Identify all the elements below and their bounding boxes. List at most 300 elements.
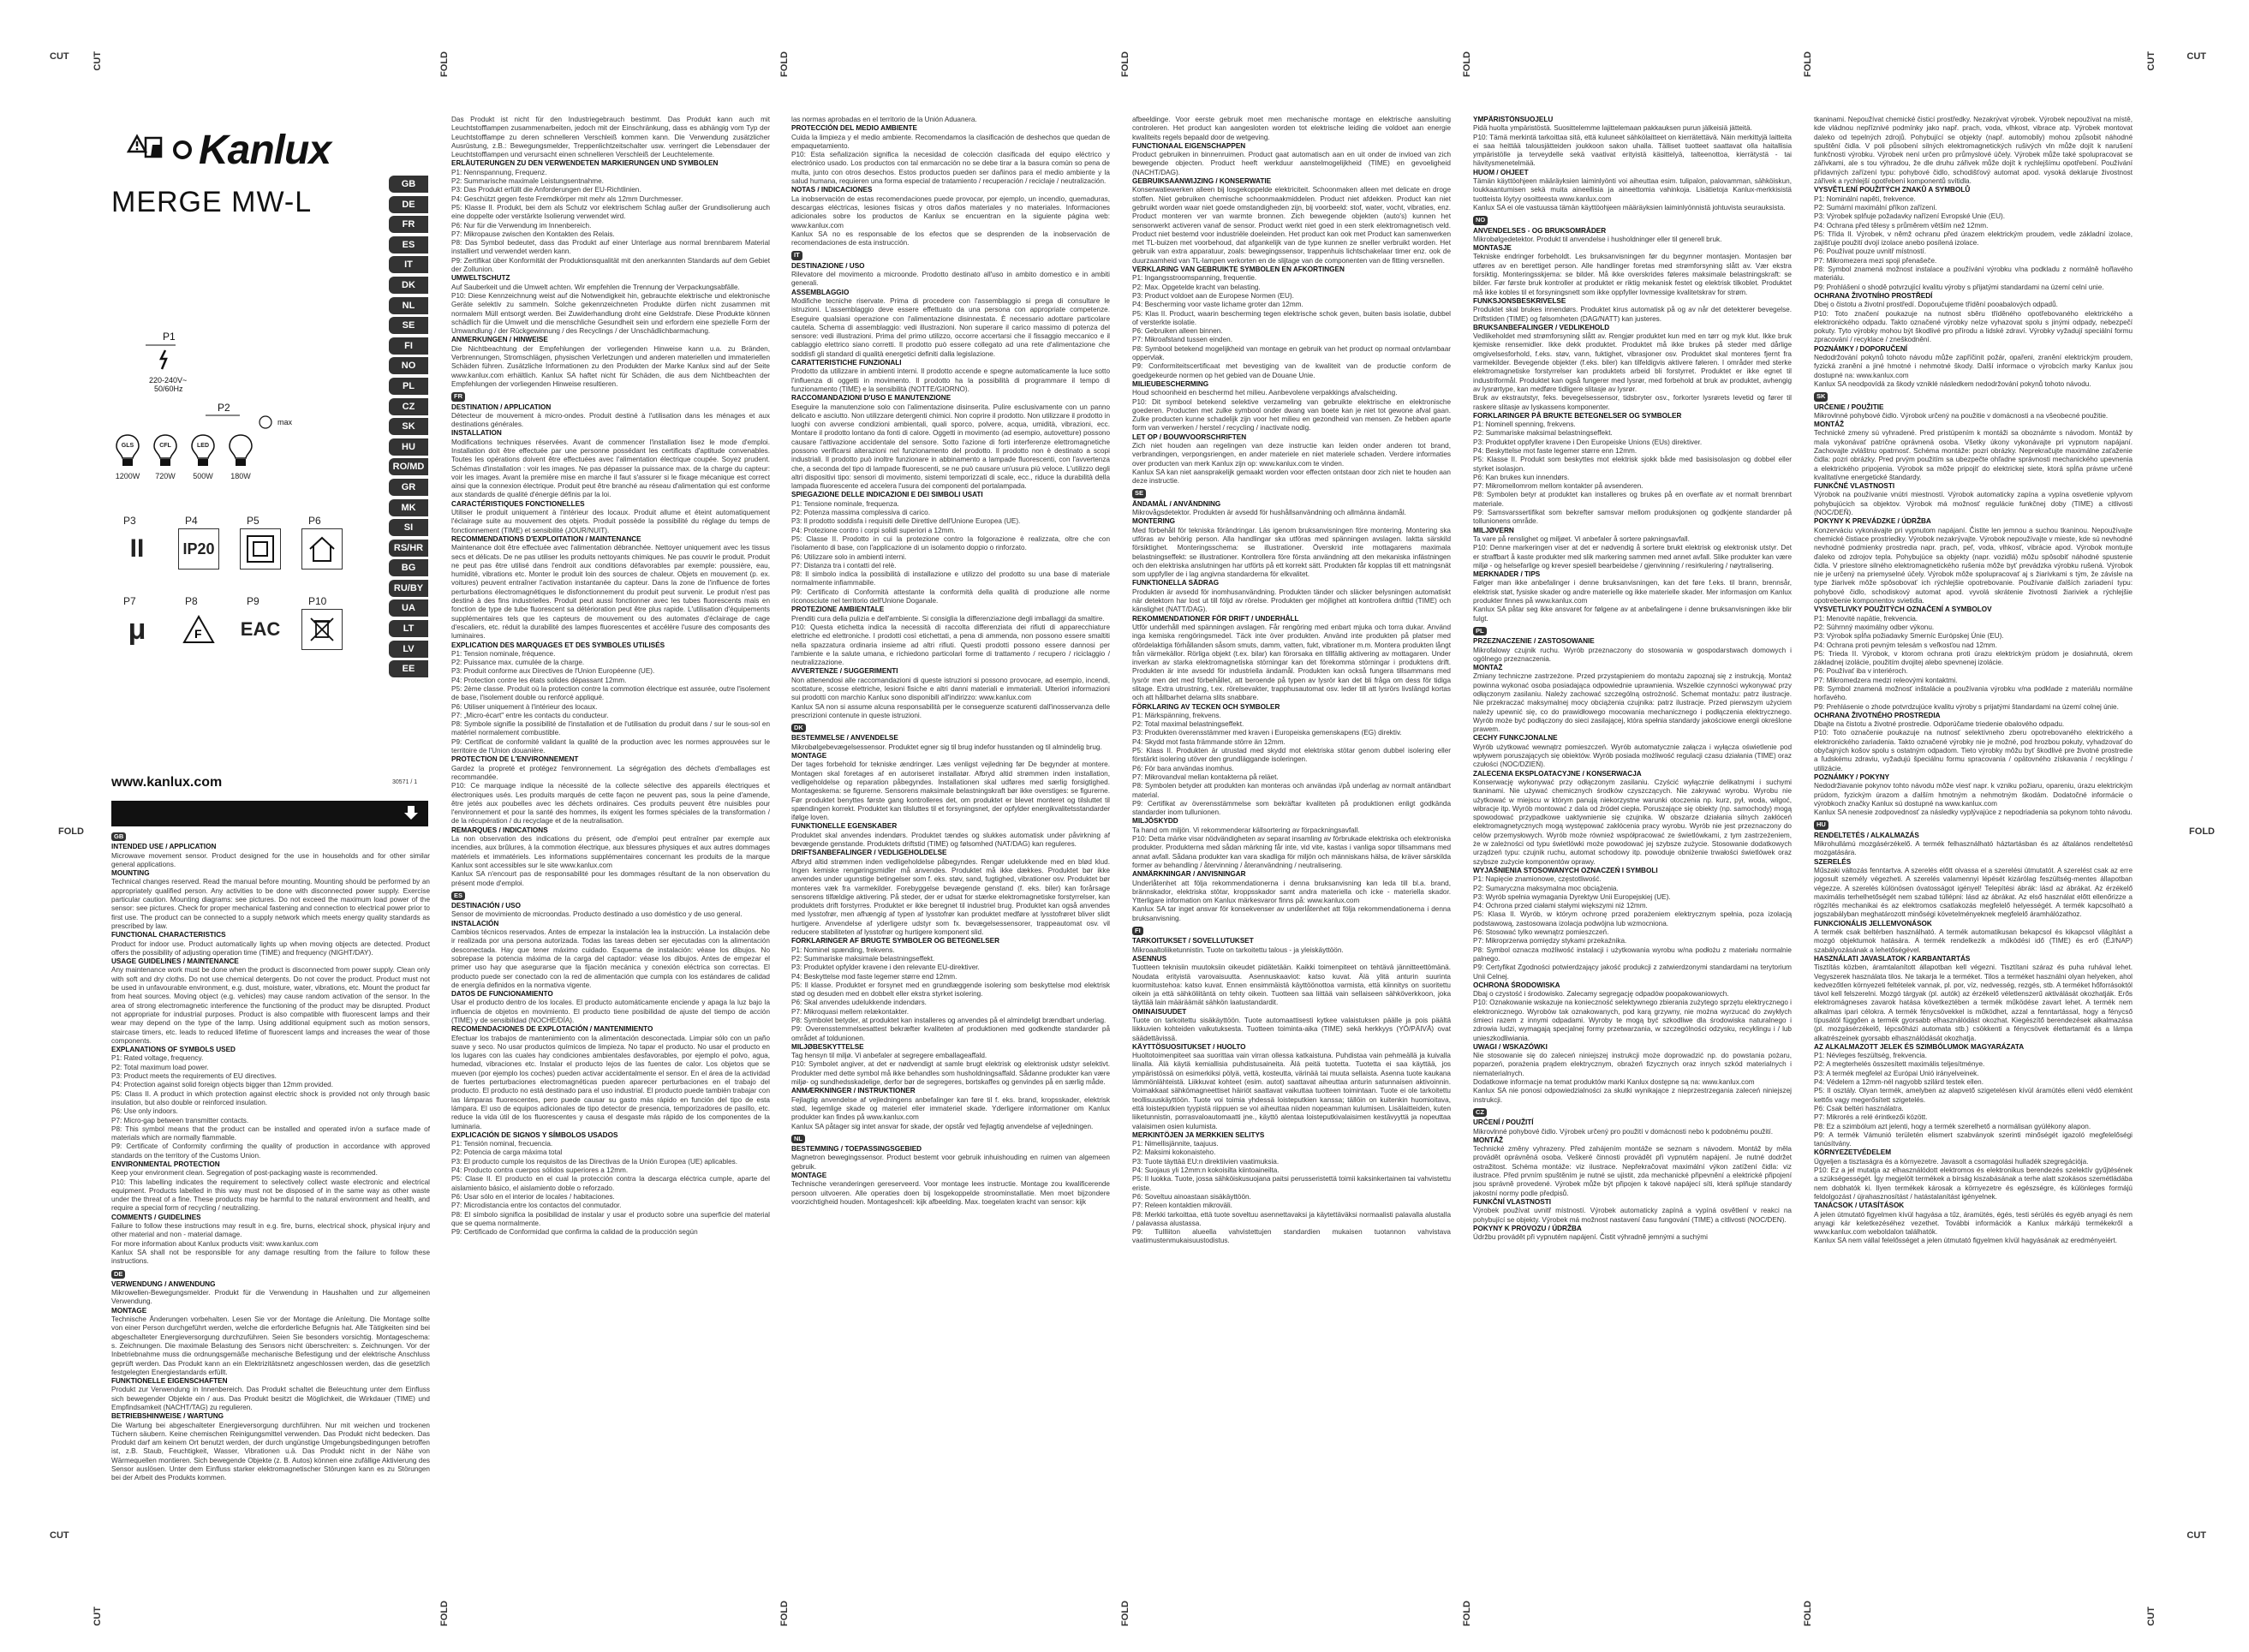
language-tab-nl: NL — [389, 297, 428, 314]
section-heading: MOUNTING — [111, 869, 150, 878]
fold-mark-bottom-2: FOLD — [779, 1601, 790, 1626]
fold-mark-bottom-5: FOLD — [1803, 1601, 1813, 1626]
body-text: Gardez la propreté et protégez l'environnement. La ségrégation des déchets d'emballages est recommandée. — [451, 764, 770, 781]
body-text: P9: Certifikat av överensstämmelse som bekräftar kvaliteten på produktionen enligt godkända standarder inom tullunionen. — [1132, 799, 1451, 817]
cut-mark-corner-tl: CUT — [92, 51, 103, 71]
language-flag: NL — [791, 1135, 805, 1143]
body-text: Mikrohullámú mozgásérzékelő. A termék felhasználható háztartásban és az általános rendeltetésű mozgatására. — [1814, 840, 2133, 857]
body-text: P8: Symbool betekend mogelijkheid van montage en gebruik van het product op normaal ontvlambaar oppervlak. — [1132, 344, 1451, 362]
body-text: P10: Dit symbool betekend selektive verzameling van gebruikte elektrische en elektronische goederen. Producten met zulke symbool onder dwang van boete kan je niet tot gewone afval gaan. Zulke producten kunne schadelijk zijn voor het milieu en gezondheid van mensen. Ze hebben aparte form van verwerken / herstel / recycling / inactivate nodig. — [1132, 397, 1451, 432]
body-text: P4: Producto contra cuerpos sólidos superiores a 12mm. — [451, 1166, 629, 1175]
section-heading: FUNCTIONAAL EIGENSCHAPPEN — [1132, 141, 1246, 150]
language-tab-ee: EE — [389, 660, 428, 677]
section-heading: CARACTÉRISTIQUES FONCTIONELLES — [451, 499, 585, 508]
section-heading: ASSEMBLAGGIO — [791, 288, 850, 296]
language-tab-fi: FI — [389, 337, 428, 355]
body-text: Huoltotoimenpiteet saa suorittaa vain virran ollessa katkaistuna. Puhdistaa vain pehmeällä ja kuivalla liinalla. Älä käytä kemiallisia puhdistusaineita. Älä peitä tuotetta. Tuotetta ei saa käyttää, jos ympäristössä on esimerkiksi pölyä, vettä, kosteutta, värinää tai muuta sellaista. Asenna tuote kaukana lämmönlähteistä. Liikkuvat kohteet (esim. autot) saattavat aiheuttaa anturin satunnaisen aktivoinnin. Voimakkaat sähkömagneettiset häiriöt saattavat vaikuttaa tuotteen toimintaan. Tuote ei ole tarkoitettu teollisuuskäyttöön. Tuote voi toimia yhdessä loisteputkien kanssa; tällöin on kuitenkin huomioitava, että loisteputkien tyypistä riippuen se voi aiheuttaa niiden nopeamman kulumisen. Lisälaitteiden, kuten liiketunnistin, porrasvaloautomaatti jne., käyttö alentaa loisteputkivalaisimen kestävyyttä ja nopeuttaa valaisimen osien kulumista. — [1132, 1052, 1451, 1130]
section-heading: FUNKTIONELLA SÄDRAG — [1132, 579, 1220, 587]
body-text: Das Produkt ist nicht für den Industriegebrauch bestimmt. Das Produkt kann auch mit Leuchtstofflampen zusammenarbeiten, jedoch mit der Einschränkung, dass es abhängig vom Typ der Leuchtstofflampe zu deren schnelleren Verschleiß kommen kann. Die Verwendung zusätzlicher Ausrüstung, z.B.: Bewegungsmelder, Treppenlichtzeitschalter usw. verringert die Lebensdauer der Leuchtstofflampen und verursacht einen schnelleren Verschleiß der Leuchtelemente. — [451, 116, 770, 159]
cut-mark-bottom-right: CUT — [2186, 1530, 2206, 1541]
body-text: Kanlux SA nem vállal felelősséget a jelen útmutató figyelmen kívül hagyásának az eredményeiért. — [1814, 1237, 2118, 1245]
clock-icon — [260, 416, 271, 428]
body-text: P8: Symbolen betyder att produkten kan monteras och användas i/på underlag av normalt antändbart material. — [1132, 782, 1451, 799]
section-heading: RACCOMANDAZIONI D'USO E MANUTENZIONE — [791, 394, 952, 403]
language-section-marker — [1132, 486, 1451, 499]
body-text: P10: Ce marquage indique la nécessité de la collecte sélective des appareils électriques et électroniques usés. Les produits marqués de cette façon ne peuvent pas, sous la peine d'amende, être jetés aux poubelles avec les déchets ordinaires. Ces produits peuvent être nuisibles pour l'environnement et pour la santé des hommes, ils exigent les formes spéciales de la transformation / de la récupération / du recyclage et de la neutralisation. — [451, 782, 770, 826]
lightning-icon — [161, 350, 166, 369]
section-heading: TANÁCSOK / UTASÍTÁSOK — [1814, 1202, 1905, 1210]
section-heading: EXPLICATION DES MARQUAGES ET DES SYMBOLES UTILISÉS — [451, 641, 665, 649]
body-text: P4: Protection contre les états solides dépassant 12mm. — [451, 676, 627, 684]
body-text: A jelen útmutató figyelmen kívül hagyása a tűz, áramütés, égés, testi sérülés és egyéb anyagi és nem anyagi kár keletkezéséhez vezethet. További információk a Kanlux márkájú termékekről a www.kanlux.com weboldalon találhatók. — [1814, 1210, 2133, 1237]
section-heading: INTENDED USE / APPLICATION — [111, 843, 217, 851]
body-text: P5: Klasse II. Produkt, bei dem als Schutz vor elektrischem Schlag außer der Grundisolierung auch eine doppelte oder verstärkte Isolierung verwendet wird. — [451, 203, 770, 221]
section-heading: ANMERKUNGEN / HINWEISE — [451, 336, 548, 344]
body-text: afbeeldinge. Voor eerste gebruik moet men mechanische montage en elektrische aansluiting controleren. Het product kan aangesloten worden tot elektrische leiding die voldoet aan energie kwaliteits regels bepaald door de wetgeving. — [1132, 116, 1451, 141]
section-heading: EXPLICACIÓN DE SIGNOS Y SÍMBOLOS USADOS — [451, 1130, 618, 1139]
body-text: Eseguire la manutenzione solo con l'alimentazione disinserita. Pulire esclusivamente con un panno delicato e asciutto. Non utilizzare detergenti chimici. Non coprire il prodotto. Non utilizzare il prodotto in luoghi con avverse condizioni ambientali, quali sporco, polvere, acqua, umidità, vibrazioni, ecc. Montare il prodotto lontano da fonti di calore. Oggetti in movimento (ad esempio, autovetture) possono causare l'attivazione accidentale del sensore. Sotto l'azione di forti interferenze elettromagnetiche possono verificarsi alterazioni nel funzionamento del prodotto. Il prodotto non è destinato a scopi industriali. Il prodotto può inoltre funzionare in abbinamento a lampade fluorescenti, con l'avvertenza che, a seconda del tipo di lampade fluorescenti, se ne può causare un'usura più veloce. L'utilizzo degli altri dispositivi tipo: sensori di movimento, sistemi temporizzati di scale, ecc., riduce la durabilità della lampada fluorescente ed accelera l'usura dei componenti del portalampada. — [791, 403, 1110, 491]
language-tab-cz: CZ — [389, 398, 428, 415]
body-text: P4: Bescherming voor vaste lichame groter dan 12mm. — [1132, 301, 1303, 309]
body-text: P5: Klasa II. Wyrób, w którym ochronę przed porażeniem elektrycznym spełnia, poza izolacją podstawową, zastosowana izolacja podwójna lub wzmocniona. — [1473, 910, 1792, 927]
p2-label: P2 — [218, 402, 230, 414]
body-text: P10: Questa etichetta indica la necessità di raccolta differenziata dei rifiuti di apparecchiature elettriche ed elettroniche. I prodotti così etichettati, a pena di ammenda, non possono essere smaltiti nella spazzatura ordinaria insieme ad altri rifiuti. Questi prodotti possono essere dannosi per l'ambiente e la salute umana, e richiedono particolari forme di trattamento / recupero / riciclaggio / neutralizzazione. — [791, 623, 1110, 667]
language-flag: NO — [1473, 216, 1488, 224]
body-text: P3: Produktet opfylder kravene i den relevante EU-direktiver. — [791, 963, 980, 972]
section-heading: ZALECENIA EKSPLOATACYJNE / KONSERWACJA — [1473, 769, 1642, 778]
body-text: P9: Certificado de Conformidad que confirma la calidad de la producción según — [451, 1228, 698, 1237]
fold-mark-top-5: FOLD — [1803, 51, 1813, 77]
language-section-marker — [1473, 1105, 1792, 1118]
max-label: max — [277, 418, 293, 426]
body-text: P2: Sumaryczna maksymalna moc obciążenia. — [1473, 884, 1619, 892]
body-text: Mikrowellen-Bewegungsmelder. Produkt für die Verwendung in Haushalten und zur allgemeinen Verwendung. — [111, 1289, 430, 1306]
fold-mark-top-2: FOLD — [779, 51, 790, 77]
section-heading: OCHRANA ŽIVOTNÍHO PROSTŘEDÍ — [1814, 291, 1933, 300]
language-section-marker — [791, 1131, 1110, 1145]
section-heading: RECOMENDACIONES DE EXPLOTACIÓN / MANTENIMIENTO — [451, 1025, 653, 1034]
body-text: Prodotto da utilizzare in ambienti interni. Il prodotto accende e spegne automaticamente la luce sotto l'influenza di oggetti in movimento. Il prodotto ha la possibilità di programmare il tempo di funzionamento (TIME) e la sensibilità (NOTTE/GIORNO). — [791, 367, 1110, 393]
body-text: Rilevatore del movimento a microonde. Prodotto destinato all'uso in ambito domestico e in ambiti generali. — [791, 271, 1110, 288]
body-text: P10: Detta märke visar nödvändigheten av separat insamling av förbrukade elektriska och elektroniska produkter. Produkterna med sådan märkning får inte, vid vite, kastas i vanliga sopor tillsammans med annat avfall. Sådana produkter kan vara skadliga för miljön och människans hälsa, de kräver särskilda former av behandling / återvinning / återanvändning / neutralisering. — [1132, 835, 1451, 869]
column-1 — [111, 829, 430, 1567]
body-text: Product gebruiken in binnenruimen. Product gaat automatisch aan en uit onder de invloed van zich bewegende objecten. Product heeft werkduur aanstelmogelijkheid (TIME) en gevoeligheid (NACHT/DAG). — [1132, 151, 1451, 176]
body-text: Cambios técnicos reservados. Antes de empezar la instalación lea la instrucción. La instalación debe ir realizada por una persona autorizada. Todas las tareas deben ser ejecutadas con la alimentación desconectada. Hay que tener máximo cuidado. Esquema de instalación: véase los dibujos. No sobrepase la potencia máxima de la carga del captador: véase los dibujos. Antes de empezar el primer uso hay que asegurarse que la fijación mecánica y conexión eléctrica son correctas. El producto puede ser conectado con la red de alimentación que cumpla con los estándares de calidad de energía definidos en la normativa vigente. — [451, 928, 770, 989]
section-heading: SZERELÉS — [1814, 857, 1852, 866]
body-text: P4: Geschützt gegen feste Fremdkörper mit mehr als 12mm Durchmesser. — [451, 194, 683, 203]
bulb-type: GLS — [121, 443, 134, 449]
body-text: P6: Usar sólo en el interior de locales / habitaciones. — [451, 1192, 615, 1201]
section-heading: KÖRNYEZETVÉDELEM — [1814, 1148, 1892, 1157]
language-flag: DK — [791, 724, 806, 732]
body-text: Konzerváciu vykonávajte pri vypnutom napájaní. Čistite len jemnou a suchou tkaninou. Nepoužívajte chemické čistiace prostriedky. Výrobok nezakrývajte. Výrobok nepoužívajte v mieste, kde sú nevhodné nevhodné podmienky prostredia napr. prach, peľ, voda, vlhkosť, vibrácie apod. Výrobok montujte ďaleko od zdrojov tepla. Pohybujúce sa objekty (napr. vozidlá) môžu spôsobiť náhodné spustenie čidla. V priestore silného elektromagnetického rušenia môže byť prevádzka výrobku rušená. Výrobok nie je určený na priemyselné účely. Výrobok môže spolupracovať aj s žiarivkami s tým, že závisle na type žiarivek môže spôsobovať ich rýchlejšie opotrebovanie. Používanie ďalších zariadení typu: pohybové čidlo, schodiskový automat apod. vyvolá skrátenie životnosti žiariviek a rýchlejšie opotrebenie komponentov svietidla. — [1814, 526, 2133, 605]
section-heading: BRUKSANBEFALINGER / VEDLIKEHOLD — [1473, 323, 1610, 331]
section-heading: MILIEUBESCHERMING — [1132, 379, 1209, 388]
body-text: Sensor de movimiento de microondas. Producto destinado a uso doméstico y de uso general. — [451, 910, 743, 919]
body-text: P4: Protezione contro i corpi solidi superiori a 12mm. — [791, 526, 956, 534]
body-text: Maintenance doit être effectuée avec l'alimentation débranchée. Nettoyer uniquement avec les tissus secs et délicats. De ne pas utiliser les produits nettoyants chimiques. Ne pas couvrir le produit. Produit ne peut pas être utilisé dans l'endroit aux conditions défavorables par exemple: poussière, eau, humidité, vibrations etc. Monter le produit loin des sources de chaleur. Objets en mouvement (p. ex. voitures) peuvent entraîner l'activation instantanée du capteur. Dans la zone de l'influence de fortes perturbations électromagnétiques le disfonctionnement du produit peut survenir. Le produit n'est pas destiné à des fins industrielles. Produit peut aussi fonctionner avec les tubes fluorescents mais en fonction de type de tube fluorescent sa détérioration peut être plus rapide. L'utilisation d'équipements supplémentaires tels que les capteurs de mouvement ou des automates d'éclairage de cage d'escaliers, etc. réduit la durabilité des lampes fluorescentes et accélère l'usure des composants des luminaires. — [451, 544, 770, 641]
body-text: Usar el producto dentro de los locales. El producto automáticamente enciende y apaga la luz bajo la influencia de objetos en movimiento. El producto tiene posibilidad de ajuste del tiempo de acción (TIME) y de sensibilidad (NOCHE/DÍA). — [451, 999, 770, 1024]
body-text: P10: Diese Kennzeichnung weist auf die Notwendigkeit hin, gebrauchte elektrische und elektronische Geräte selektiv zu sammeln. Solche gekennzeichneten Produkte dürfen nicht zusammen mit normalem Müll entsorgt werden. Bei Zuwiderhandlung droht eine Geldstrafe. Diese Produkte können schädlich für die Umwelt und die menschliche Gesundheit sein und erfordern eine spezielle Form der Umwandlung / der Rückgewinnung / des Recyclings / der Unschädlichbarmachung. — [451, 291, 770, 336]
body-text: P7: Mikromezera mezi spoji přenašeče. — [1814, 256, 1937, 265]
ce-mark-text: II — [129, 534, 145, 563]
bulb-watts: 1200W — [115, 472, 140, 480]
body-text: Údržbu provádět při vypnutém napájení. Čistit výhradně jemnými a suchými — [1473, 1233, 1708, 1242]
body-text: Microwave movement sensor. Product designed for the use in households and for other similar general applications. — [111, 851, 430, 868]
section-heading: MERKINTÖJEN JA MERKKIEN SELITYS — [1132, 1130, 1265, 1139]
section-heading: ERLÄUTERUNGEN ZU DEN VERWENDETEN MARKIERUNGEN UND SYMBOLEN — [451, 159, 719, 168]
body-text: Technické změny vyhrazeny. Před zahájením montáže se seznam s návodem. Montáž by měla provádět oprávněná osoba. Veškeré činnosti provádět při vypnutém napájení. Je nutné dodržet ostražitost. Schéma montáže: viz ilustrace. Nepřekračovat maximální výkon zatížení čidla: viz ilustrace. Před prvním spuštěním je nutné se ujistit, zda mechanické připevnění a elektrické připojení jsou správně provedené. Výrobek může být připojen k takové napájecí síti, která splňuje standardy jakostní normy podle předpisů. — [1473, 1145, 1792, 1197]
bulb-type: LED — [197, 443, 209, 449]
section-heading: KÄYTTÖSUOSITUKSET / HUOLTO — [1132, 1042, 1246, 1051]
section-heading: HUOM / OHJEET — [1473, 168, 1529, 176]
body-text: Der tages forbehold for tekniske ændringer. Læs venligst vejledning før De begynder at montere. Montagen skal foretages af en autoriseret installatør. Afbryd altid strømmen inden installation, vedligeholdelse og reparation påbegyndes. Installationen skal udføres med særlig forsigtighed. Montageskema: se figurerne. Sensorens maksimale belastningskraft bør ikke overstiges: se figurerne. Før produktet benyttes første gang kontrolleres det, om produktet er blevet monteret og tilsluttet til spændingen korrekt. Produktet kan tilsluttes til et forsyningsnet, der opfylder energikvalitetsstandarder ifølge loven. — [791, 760, 1110, 822]
fold-mark-bottom-4: FOLD — [1462, 1601, 1472, 1626]
body-text: P6: Csak beltéri használatra. — [1814, 1104, 1904, 1112]
section-heading: VERKLARING VAN GEBRUIKTE SYMBOLEN EN AFKORTINGEN — [1132, 265, 1345, 274]
body-text: Műszaki változás fenntartva. A szerelés előtt olvassa el a szerelési útmutatót. A szerelést csak az erre jogosult személy végezheti. A szerelés valamennyi lépését kizárólag feszültség-mentes állapotban végezze. A szerelés különösen óvatosságot igényel! Telepítési ábrák: lásd az ábrákat. Az érzékelő maximális terhelhetőségét nem szabad túllépni: lásd az ábrákat. Az első használat előtt ellenőrizze a rögzítés mechanikai és az elektromos csatlakozás megfelelő helyességét. A termék kapcsolható a jogszabályban meghatározott minőségi követelményeknek megfelelő áramhálózathoz. — [1814, 866, 2133, 919]
body-text: P7: Micro-gap between transmitter contacts. — [111, 1116, 249, 1124]
bulb-watts: 180W — [230, 472, 251, 480]
body-text: Mikrovågsdetektor. Produkten är avsedd för hushållsanvändning och allmänna ändamål. — [1132, 509, 1406, 517]
body-text: P1: Nominel spænding, frekvens. — [791, 945, 895, 954]
section-heading: OCHRANA ŽIVOTNÉHO PROSTREDIA — [1814, 711, 1941, 719]
section-heading: FUNKTIONELLE EGENSKABER — [791, 822, 898, 831]
body-text: P5: Trieda II. Výrobok, v ktorom ochrana proti úrazu elektrickým prúdom je dosiahnutá, okrem základnej izolácie, použitím dvojitej alebo spevnenej izolácie. — [1814, 649, 2133, 667]
section-heading: REKOMMENDATIONER FÖR DRIFT / UNDERHÅLL — [1132, 614, 1299, 623]
language-section-marker — [1814, 389, 2133, 403]
fold-mark-bottom-3: FOLD — [1120, 1601, 1130, 1626]
body-text: P9: Prehlásenie o zhode potvrdzujúce kvalitu výroby s prijatými štandardami na území colnej únie. — [1814, 702, 2119, 711]
body-text: P1: Tension nominale, fréquence. — [451, 649, 556, 658]
body-text: Houd schoonheid en beschermd het milieu. Aanbevolene verpakkings afvalscheiding. — [1132, 389, 1398, 397]
section-heading: MILJÖSKYDD — [1132, 817, 1178, 826]
body-text: Følger man ikke anbefalinger i denne bruksanvisningen, kan det føre f.eks. til brann, brennsår, elektrisk støt, fysiske skader og andre materielle og ikke materielle skader. Mer informasjon om Kanlux produkter finnes på www.kanlux.com — [1473, 579, 1792, 605]
body-text: Dbajte na čistotu a životné prostredie. Odporúčame triedenie obalového odpadu. — [1814, 720, 2065, 729]
section-heading: PROTEZIONE AMBIENTALE — [791, 605, 885, 614]
bulb-3 — [187, 432, 219, 484]
language-section-marker — [1473, 623, 1792, 637]
body-text: Kanlux SA kan niet aansprakelijk gemaakt worden voor effecten ontstaan door zich niet te houden aan deze instructie. — [1132, 468, 1451, 486]
body-text: Mikrobølgebevægelsessensor. Produktet egner sig til brug indefor husstanden og til almindelig brug. — [791, 743, 1102, 751]
language-flag: DE — [111, 1270, 125, 1279]
section-heading: FUNKTIONELLE EIGENSCHAFTEN — [111, 1377, 228, 1386]
light-bulb-icon — [111, 432, 144, 470]
body-text: P3: El producto cumple los requisitos de las Directivas de la Unión Europea (UE) aplicables. — [451, 1157, 738, 1166]
section-heading: MONTERING — [1132, 517, 1176, 526]
body-text: P5: Clase II. El producto en el cual la protección contra la descarga eléctrica cumple, aparte del aislamiento básico, el aislamiento doble o reforzado. — [451, 1175, 770, 1192]
body-text: P1: Nennspannung, Frequenz. — [451, 168, 547, 176]
body-text: P8: Ez a szimbólum azt jelenti, hogy a termék szerelhető a normálisan gyúlékony alapon. — [1814, 1122, 2091, 1130]
section-heading: URČENIE / POUŽITIE — [1814, 403, 1884, 411]
section-heading: WYJAŚNIENIA STOSOWANYCH OZNACZEŃ I SYMBOLI — [1473, 866, 1658, 874]
body-text: P7: Mikroquasi mellem relækontakter. — [791, 1007, 909, 1016]
body-text: Konserwację wykonywać przy odłączonym zasilaniu. Czyścić wyłącznie delikatnymi i suchymi tkaninami. Nie używać chemicznych środków czyszczących. Nie zakrywać wyrobu. Wyrobu nie użytkować w miejscu w którym panują niekorzystne warunki otoczenia np. kurz, pył, woda, wilgoć, wibracje itp. Wyrób montować z dala od źródeł ciepła. Poruszające się obiekty (np. samochody) mogą spowodować przypadkowe uaktywnienie się czujnika. W obszarze działania silnych zakłóceń elektromagnetycznych mogą występować zakłócenia pracy wyrobu. Wyrób nie jest przeznaczony do celów przemysłowych. Wyrób może również współpracować ze świetlówkami, z tym zastrzeżeniem, że w zależności od typu świetlówki może powodować jej szybsze zużycie. Stosowanie dodatkowych urządzeń typu: czujnik ruchu, automat schodowy itp. powoduje obniżenie trwałości świetlówek oraz szybsze zużycie komponentów oprawy. — [1473, 778, 1792, 866]
body-text: P5: Klas II. Product, waarin bescherming tegen elektrische schok geven, buiten basis isolatie, dubbel of versterkte isolatie. — [1132, 309, 1451, 326]
body-text: Cuida la limpieza y el medio ambiente. Recomendamos la clasificación de deshechos que quedan de empaquetamiento. — [791, 133, 1110, 150]
language-section-marker — [1132, 923, 1451, 937]
language-tab-it: IT — [389, 256, 428, 273]
body-text: P8: Symbol znamená možnosť inštalácie a používania výrobku v/na podklade z materiálu normálne horľavého. — [1814, 685, 2133, 702]
flammable-surface-icon — [178, 609, 219, 650]
body-text: P5: II luokka. Tuote, jossa sähköiskusuojana paitsi perusseristettä toimii kaksinkertainen tai vahvistettu eriste. — [1132, 1175, 1451, 1192]
section-heading: POKYNY K PROVOZU / ÚDRŽBA — [1473, 1224, 1582, 1232]
language-tab-hu: HU — [389, 438, 428, 456]
body-text: P3: Výrobok spĺňa požiadavky Smerníc Európskej Únie (EU). — [1814, 632, 2004, 641]
body-text: P5: Il klasse. Produktet er forsynet med en grundlæggende isolering som beskyttelse mod elektrisk stød og desuden med en dobbelt eller ekstra styrket isolering. — [791, 981, 1110, 999]
language-section-marker — [451, 888, 770, 902]
section-heading: MILJØBESKYTTELSE — [791, 1042, 864, 1051]
language-flag: FR — [451, 392, 465, 401]
body-text: P3: Produktet oppfyller kravene i Den Europeiske Unions (EUs) direktiver. — [1473, 438, 1703, 446]
body-text: Utför underhåll med spänningen avslagen. Får rengöring med enbart mjuka och torra dukar. Använd inga kemiska rengöringsmedel. Täck inte över produkten. Använd inte produkten på platser med ofördelaktiga förhållanden såsom smuts, damm, vatten, fukt, vibrationer m.m. Montera produkten långt från värmekällor. Rörliga objekt (t.ex. bilar) kan förorsaka en tillfällig aktivering av mottagaren. Under inverkan av starka elektromagnetiska störningar kan det förekomma störningar i produktens drift. Produkten är inte avsedd för industriella ändamål. Produkten kan också fungera tillsammans med lysrör men det med förbehållet, att beroende på typen av lysrör kan det bli fråga om dess för tidiga slitage. Extra utrustning, t.ex. rörelsevakter, trapphusautomat osv. leder till att lysrörs livslängd kortas och att hållbarhet delarna slits snabbare. — [1132, 623, 1451, 702]
language-tab-rs-hr: RS/HR — [389, 540, 428, 557]
body-text: P9: Certificato di Conformità attestante la conformità della qualità di produzione alle norme riconosciute nel territorio dell'Unione Doganale. — [791, 587, 1110, 605]
body-text: Dbaj o czystość i środowisko. Zalecamy segregację odpadów poopakowaniowych. — [1473, 990, 1729, 999]
section-heading: GEBRUIKSAANWIJZING / KONSERWATIE — [1132, 177, 1272, 186]
fold-mark-top-1: FOLD — [439, 51, 450, 77]
section-heading: DATOS DE FUNCIONAMIENTO — [451, 990, 553, 999]
language-tabs — [389, 176, 428, 681]
body-text: P5: Class II. A product in which protection against electric shock is provided not only through basic insulation, but also double or reinforced insulation. — [111, 1089, 430, 1106]
body-text: Mikrovlnné pohybové čidlo. Výrobek určený pro použití v domácnosti nebo k podobnému použití. — [1473, 1127, 1773, 1136]
body-text: P2: Total maximum load power. — [111, 1063, 209, 1071]
body-text: P10: Ez a jel mutatja az elhasználódott elektromos és elektronikus berendezés szelektív gyűjtésének a szükségességét. Így megjelölt termékek a bírság kiszabásának a terhe alatt szokásos szemétládába nem dobhatók ki. Ilyen termékek károsak a környezetre és egészségre, és különleges formájú feldolgozást / újrahasznosítást / hatástalanítást igényelnek. — [1814, 1166, 2133, 1201]
body-text: Kanlux SA neodpovídá za škody vzniklé následkem nedodržování pokynů tohoto návodu. — [1814, 379, 2091, 388]
body-text: P9: Conformiteitscertificaat met bevestiging van de kwaliteit van de productie conform de goedgekeurde normen op het gebied van de Douane Unie. — [1132, 362, 1451, 379]
body-text: P10: Denne markeringen viser at det er nødvendig å sortere brukt elektrisk og elektronisk utstyr. Det er straffbart å kaste produkter med slik markering sammen med annet avfall. Slike produkter kan være miljø - og helsefarlige og krever spesiell bearbeidelse / gjenvinning / resirkulering / nøytralisering. — [1473, 544, 1792, 570]
section-heading: RECOMMENDATIONS D'EXPLOITATION / MAINTENANCE — [451, 534, 641, 543]
language-tab-pl: PL — [389, 378, 428, 395]
logo-row — [127, 124, 418, 176]
body-text: P4: Ochrona przed ciałami stałymi większymi niż 12mm. — [1473, 902, 1648, 910]
ip20-symbol-icon — [178, 528, 219, 570]
body-text: P3: Výrobek splňuje požadavky nařízení Evropské Unie (EU). — [1814, 212, 2005, 221]
μ-symbol-icon — [116, 609, 158, 650]
body-text: P2: A megterhelés összesített maximális teljesítménye. — [1814, 1060, 1985, 1069]
body-text: Wyrób użytkować wewnątrz pomieszczeń. Wyrób automatycznie załącza i wyłącza oświetlenie pod wpływem poruszających się obiektów. Wyrób posiada możliwość regulacji czasu działania (TIME) oraz czułości (NOC/DZIEŃ). — [1473, 743, 1792, 769]
section-heading: RENDELTETÉS / ALKALMAZÁS — [1814, 831, 1919, 839]
section-heading: INSTALACIÓN — [451, 919, 499, 927]
symbol-label: P5 — [247, 515, 260, 527]
body-text: P6: Gebruiken alleen binnen. — [1132, 327, 1223, 336]
doc-code: 30571 / 1 — [392, 779, 418, 785]
cut-mark-bottom-left: CUT — [50, 1530, 69, 1541]
cut-mark-top-right: CUT — [2186, 51, 2206, 62]
body-text: P1: Nominell spenning, frekvens. — [1473, 420, 1576, 429]
body-text: P7: Mikropause zwischen den Kontakten des Relais. — [451, 230, 615, 238]
language-section-marker — [451, 389, 770, 403]
body-text: Pidä huolta ympäristöstä. Suosittelemme lajittelemaan pakkauksen purun jälkeisiä jätteitä. — [1473, 124, 1752, 133]
body-text: Mikrovlnné pohybové čidlo. Výrobok určený na použitie v domácnosti a na všeobecné použitie. — [1814, 411, 2109, 420]
section-heading: MONTASJE — [1473, 244, 1512, 253]
body-text: Underlåtenhet att följa rekommendationerna i denna bruksanvisning kan leda till bl.a. brand, brännskador, elektriska stötar, kroppsskador samt andra materiella och icke - materiella skador. Ytterligare information om Kanlux märkesvaror finns på: www.kanlux.com — [1132, 879, 1451, 905]
symbol-text: IP20 — [182, 540, 215, 558]
body-text: P1: Napięcie znamionowe, częstotliwość. — [1473, 875, 1602, 884]
body-text: P6: Kan brukes kun innendørs. — [1473, 473, 1570, 481]
body-text: P8: Symbol oznacza możliwość instalacji i użytkowania wyrobu w/na podłożu z materiału normalnie palnego. — [1473, 945, 1792, 963]
section-heading: VYSVETLIVKY POUŽITÝCH OZNAČENÍ A SYMBOLOV — [1814, 605, 1992, 614]
section-heading: ÄNDAMÅL / ANVÄNDNING — [1132, 499, 1221, 508]
body-text: P8: This symbol means that the product can be installed and operated in/on a surface made of materials which are normally flammable. — [111, 1124, 430, 1142]
body-text: Magnetron bewegingssensor. Product bestemt voor gebruik inhuishouding en ruimen van algemeen gebruik. — [791, 1154, 1110, 1171]
body-text: P5: Classe II. Prodotto in cui la protezione contro la folgorazione è realizzata, oltre che con l'isolamento di base, con l'applicazione di un isolamento doppio o rinforzato. — [791, 534, 1110, 552]
body-text: For more information about Kanlux products visit: www.kanlux.com — [111, 1239, 319, 1248]
body-text: Produkten är avsedd för inomhusanvändning. Produkten tänder och släcker belysningen automatiskt när detektorn har lost ut till följd av rörelse. Produkten ger möjlighet att kontrollera drifttid (TIME) och känslighet (NATT/DAG). — [1132, 587, 1451, 614]
ce-mark-icon — [116, 528, 158, 570]
body-text: Kanlux SA n'encourt pas de responsabilité pour les dommages résultant de la non observation du présent mode d'emploi. — [451, 870, 770, 887]
body-text: P5: 2ème classe. Produit où la protection contre la commotion électrique est assurée, outre l'isolement de base, l'isolement double ou renforcé appliqué. — [451, 685, 770, 702]
body-text: P2: Maksimi kokonaisteho. — [1132, 1148, 1216, 1157]
body-text: P3: Wyrób spełnia wymagania Dyrektyw Unii Europejskiej (UE). — [1473, 892, 1671, 901]
f-letter: F — [194, 627, 202, 641]
language-tab-gb: GB — [389, 176, 428, 193]
body-text: P6: För bara användas inomhus. — [1132, 764, 1234, 772]
body-text: Mikrobølgedetektor. Produkt til anvendelse i husholdninger eller til generell bruk. — [1473, 235, 1722, 243]
fold-mark-bottom-1: FOLD — [439, 1601, 450, 1626]
body-text: P2: Potencia de carga máxima total — [451, 1148, 563, 1157]
body-text: P3: Product meets the requirements of EU directives. — [111, 1072, 277, 1081]
language-flag: FI — [1132, 927, 1143, 935]
body-text: P9: A termék Vámunió területén elismert szabványok szerinti minőségét igazoló megfelelőségi tanúsítvány. — [1814, 1130, 2133, 1148]
section-heading: MONTÁŽ — [1814, 420, 1845, 429]
body-text: Vedlikeholdet med strømforsyning slått av. Rengjør produktet kun med en tørr og myk klut. Ikke bruk kjemiske rensemidler. Ikke dekk produktet. Produktet må ikke brukes på steder med dårlige omgivelsesforhold, f.eks. støv, vann, fuktighet, vibrasjoner osv. Produktet skal monteres fjernt fra varmekilder. Bevegende objekter (f.eks. biler) kan tilfeldigvis aktivere føleren. I områder med sterke elektromagnetiske forstyrrelser kan produktets arbeid bli forstyrret. Produktet er ikke egnet til industriformål. Produktet kan også fungerer med lysrør, med forbehold at bruk av produktet, avhengig av lysrørtype, kan medføre tidligere slitasje av lysrør. — [1473, 332, 1792, 393]
language-tab-fr: FR — [389, 216, 428, 233]
body-text: P6: Soveltuu ainoastaan sisäkäyttöön. — [1132, 1192, 1251, 1201]
language-tab-lv: LV — [389, 641, 428, 658]
section-heading: DESTINATION / APPLICATION — [451, 403, 552, 411]
language-flag: SE — [1132, 489, 1146, 498]
section-heading: AVVERTENZE / SUGGERIMENTI — [791, 667, 898, 676]
language-flag: SK — [1814, 392, 1828, 401]
body-text: P1: Menovité napätie, frekvencia. — [1814, 614, 1918, 623]
section-heading: CARATTERISTICHE FUNZIONALI — [791, 359, 902, 367]
body-text: P4: Ochrana před tělesy s průměrem větším než 12mm. — [1814, 221, 1989, 230]
warning-manual-icon — [127, 133, 161, 167]
section-heading: PRZEZNACZENIE / ZASTOSOWANIE — [1473, 637, 1595, 646]
section-heading: INSTALLATION — [451, 429, 502, 438]
body-text: P9: Certyfikat Zgodności potwierdzający jakość produkcji z zatwierdzonymi standardami na terytorium Unii Celnej. — [1473, 963, 1792, 981]
body-text: P9: Certificat de conformité validant la qualité de la production avec les normes approuvées sur le territoire de l'Union douanière. — [451, 737, 770, 755]
body-text: Bruk av ekstrautstyr, feks. bevegelsessensor, tidsbryter osv., forkorter lysrørets levetid og fører til raskere slitasje av lyskassens komponenter. — [1473, 394, 1792, 411]
symbol-label: P7 — [123, 595, 136, 607]
section-heading: URČENÍ / POUŽITÍ — [1473, 1118, 1534, 1127]
body-text: P7: Distanza tra i contatti del relè. — [791, 561, 897, 570]
symbol-text: EAC — [240, 618, 281, 640]
body-text: Prenditi cura della pulizia e dell'ambiente. Si consiglia la differenziazione degli imballaggi da smaltire. — [791, 614, 1105, 623]
body-text: Kanlux SA påtager sig intet ansvar for skade, der opstår ved fejlagtig anvendelse af vejledningen. — [791, 1122, 1094, 1130]
body-text: Technische veranderingen gereserveerd. Voor montage lees instructie. Montage zou kwalificerende persoon uitvoeren. Alle operaties doen bij losgekoppelde stroominstallatie. Men moet bijzondere voorzichtigheid houden. Montageshceli: kijk afbeelding. Max. toegelaten kracht van sensor: kijk — [791, 1180, 1110, 1206]
section-heading: LET OP / BOUWVOORSCHRIFTEN — [1132, 432, 1247, 441]
section-heading: EXPLANATIONS OF SYMBOLS USED — [111, 1046, 236, 1054]
body-text: Ügyeljen a tisztaságra és a környezetre. Javasolt a csomagolási hulladék szegregációja. — [1814, 1157, 2089, 1166]
body-text: Die Nichtbeachtung der Empfehlungen der vorliegenden Hinweise kann u.a. zu Bränden, Verbrennungen, Stromschlägen, physischen Verletzungen und anderen materiellen und immateriellen Schäden führen. Zusätzliche Informationen zu den Produkten der Marke Kanlux sind auf der Seite www.kanlux.com erhältlich. Kanlux SA haftet nicht für Schäden, die aus dem Nichtbeachten der Empfehlungen der vorliegenden Hinweise resultieren. — [451, 344, 770, 388]
body-text: P6: Use only indoors. — [111, 1107, 178, 1116]
section-heading: FÖRKLARING AV TECKEN OCH SYMBOLER — [1132, 702, 1280, 711]
website-link[interactable]: www.kanlux.com — [111, 775, 223, 790]
language-tab-de: DE — [389, 196, 428, 213]
body-text: P3: Produkten överensstämmer med kraven i Europeiska gemenskapens (EG) direktiv. — [1132, 729, 1402, 737]
body-text: P9: Zertifikat über Konformität der Produktionsqualität mit den anerkannten Standards auf dem Gebiet der Zollunion. — [451, 256, 770, 274]
body-text: Nie stosowanie się do zaleceń niniejszej instrukcji może doprowadzić np. do powstania pożaru, poparzeń, porażenia prądem elektrycznym, obrażeń fizycznych oraz innych szkód materialnych i niematerialnych. — [1473, 1052, 1792, 1077]
product-title: MERGE MW-L — [111, 186, 313, 218]
language-tab-sk: SK — [389, 418, 428, 435]
language-tab-ua: UA — [389, 599, 428, 617]
body-text: P5: II osztály. Olyan termék, amelyben az alapvető szigetelésen kívül áramütés elleni védő elemként kettős vagy megerősített szigetelés. — [1814, 1087, 2133, 1104]
body-text: P1: Nimellisjännite, taajuus. — [1132, 1140, 1219, 1148]
body-text: Produktet skal brukes innendørs. Produktet kirus automatisk på og av når det detekterer bevegelse. Driftstiden (TIME) og følsomheten (DAG/NATT) kan justeres. — [1473, 306, 1792, 323]
column-4 — [1132, 116, 1451, 1567]
body-text: P9: Overensstemmelsesattest bekræfter kvaliteten af produktionen med godkendte standarder på området af toldunionen. — [791, 1025, 1110, 1042]
body-text: P7: Releen kontaktien mikroväli. — [1132, 1202, 1232, 1210]
body-text: P5: Klass II. Produkten är utrustad med skydd mot elektriska stötar genom dubbel isolering eller förstärkt isolering utöver den grundläggande isoleringen. — [1132, 747, 1451, 764]
symbol-label: P9 — [247, 595, 260, 607]
language-tab-no: NO — [389, 357, 428, 374]
section-heading: DESTINAZIONE / USO — [791, 261, 865, 270]
language-flag: CZ — [1473, 1108, 1487, 1117]
body-text: P3: A termék megfelel az Európai Unió irányelveinek. — [1814, 1069, 1979, 1077]
body-text: P2: Total maximal belastningseffekt. — [1132, 720, 1244, 729]
body-text: P10: Tämä merkintä tarkoittaa sitä, että kuluneet sähkölaitteet on kierrätettävä. Näin merkittyjä laitteita ei saa heittää talousjätteiden joukkoon sakon uhalla. Tälliset tuotteet saattavat olla haitallisia ympäristölle ja terveydelle sekä vaativat erityistä käsittelyä, talteenottoa, kierrätystä - tai hävitysmenetelmää. — [1473, 133, 1792, 168]
body-text: P9: Tullliiton alueella vahvistettujen standardien mukaisen tuotannon vahvistava vaatimustenmukaisuustodistus. — [1132, 1228, 1451, 1245]
body-text: Výrobok na používanie vnútri miestností. Výrobok automaticky zapína a vypína osvetlenie vplyvom pohybujúcich sa objektov. Výrobok má možnosť regulácie funkčnej doby (TIME) a citlivosti (NOC/DEŇ). — [1814, 491, 2133, 517]
body-text: P10: Oznakowanie wskazuje na konieczność selektywnego zbierania zużytego sprzętu elektrycznego i elektronicznego. Wyrobów tak oznakowanych, pod karą grzywny, nie można wyrzucać do zwykłych śmieci razem z innymi odpadami. Wyroby te mogą być szkodliwe dla środowiska naturalnego i zdrowia ludzi, wymagają specjalnej formy przetwarzania, w szczególności odzysku, recyklingu i / lub unieszkodliwiania. — [1473, 999, 1792, 1042]
body-text: P4: Ochrana proti pevným telesám s veľkosťou nad 12mm. — [1814, 641, 1997, 649]
body-text: P3: Tuote täyttää EU:n direktiivien vaatimuksia. — [1132, 1157, 1280, 1166]
body-text: Kanlux SA nenesie zodpovednosť za následky vyplývajúce z nepodriadenia sa pokynom tohto návodu. — [1814, 808, 2133, 817]
body-text: P1: Märkspänning, frekvens. — [1132, 711, 1221, 719]
body-text: Non attenendosi alle raccomandazioni di queste istruzioni si possono provocare, ad esempio, incendi, scottature, scosse elettriche, lesioni fisiche e altri danni materiali e immateriali. Ulteriori informazioni sui prodotti con marchio Kanlux sono disponibili all'indirizzo: www.kanlux.com — [791, 676, 1110, 702]
language-section-marker — [791, 720, 1110, 734]
body-text: Modifiche tecniche riservate. Prima di procedere con l'assemblaggio si prega di consultare le istruzioni. L'assemblaggio deve essere effettuato da una persona con appropriate competenze. Eseguire qualsiasi operazione con l'alimentazione disinnestata. È necessario adottare particolare cautela. Schema di assemblaggio: vedi illustrazioni. Non superare il carico massimo di potenza del sensore: vedi illustrazioni. Prima del primo utilizzo, occorre accertarsi che il fissaggio meccanico e il cablaggio elettrico siano corretti. Il prodotto può essere collegato ad una rete d'alimentazione che soddisfi gli standard di qualità energetici definiti dalla legislazione. — [791, 296, 1110, 358]
language-tab-si: SI — [389, 519, 428, 536]
symbol-label: P4 — [185, 515, 198, 527]
body-text: Mikrofalowy czujnik ruchu. Wyrób przeznaczony do stosowania w gospodarstwach domowych i ogólnego przeznaczenia. — [1473, 646, 1792, 663]
body-text: P4: Skydd mot fasta främmande större än 12mm. — [1132, 737, 1286, 746]
section-heading: OCHRONA ŚRODOWISKA — [1473, 981, 1560, 989]
symbol-label: P3 — [123, 515, 136, 527]
body-text: Fejlagtig anvendelse af vejledningens anbefalinger kan føre til f. eks. brand, kropsskader, elektrisk stød, legemlige skade og materiel eller immateriel skade. Yderligere informationer om Kanlux produkter kan findes på www.kanlux.com — [791, 1095, 1110, 1122]
section-heading: SPIEGAZIONE DELLE INDICAZIONI E DEI SIMBOLI USATI — [791, 491, 983, 499]
section-heading: AZ ALKALMAZOTT JELEK ÉS SZIMBÓLUMOK MAGYARÁZATA — [1814, 1042, 2025, 1051]
body-text: P2: Summariske maksimale belastningseffekt. — [791, 954, 935, 963]
arrow-down-icon — [403, 804, 420, 821]
language-tab-gr: GR — [389, 479, 428, 496]
language-section-marker — [111, 829, 430, 843]
body-text: P8: Symbolet betyder, at produktet kan installeres og anvendes på el almindeligt brændbart underlag. — [791, 1016, 1107, 1024]
body-text: Kanlux SA ei ole vastuussa tämän käyttöohjeen määräyksien laiminlyönnistä johtuvista seurauksista. — [1473, 203, 1786, 212]
section-heading: MERKNADER / TIPS — [1473, 570, 1541, 579]
body-text: Technical changes reserved. Read the manual before mounting. Mounting should be performed by an appropriately qualified person. Any activities to be done with disconnected power supply. Exercise particular caution. Mounting diagrams: see pictures. Do not exceed the maximum load power of the sensor: see pictures. Check for proper mechanical fastening and connection to electrical power prior to first use. The product can be connected to a supply network which meets energy quality standards as prescribed by law. — [111, 878, 430, 930]
body-text: P4: Suojaus yli 12mm:n kokoisilta kiintoaineilta. — [1132, 1166, 1280, 1175]
body-text: Produkt zur Verwendung in Innenbereich. Das Produkt schaltet die Beleuchtung unter dem Einfluss sich bewegender Objekte ein / aus. Das Produkt besitzt die Möglichkeit, die Wirkdauer (TIME) und Empfindsamkeit (NACHT/TAG) zu regulieren. — [111, 1386, 430, 1411]
section-heading: FUNKČNÍ VLASTNOSTI — [1473, 1197, 1551, 1206]
indoor-use-house-icon — [301, 528, 343, 570]
body-text: Zmiany techniczne zastrzeżone. Przed przystąpieniem do montażu zapoznaj się z instrukcją. Montaż powinna wykonać osoba posiadająca odpowiednie uprawnienia. Wszelkie czynności wykonywać przy odłączonym zasilaniu. Należy zachować szczególną ostrożność. Schemat montażu: patrz ilustracje. Nie przekraczać maksymalnej mocy obciążenia czujnika: patrz ilustracje. Przed pierwszym użyciem należy upewnić się, co do prawidłowego mocowania mechanicznego i podłączenia elektrycznego. Wyrób może być podłączony do sieci zasilającej, która spełnia standardy jakościowe energii określone prawem. — [1473, 672, 1792, 734]
body-text: P7: Mikroafstand tussen einden. — [1132, 336, 1232, 344]
body-text: Technische Änderungen vorbehalten. Lesen Sie vor der Montage die Anleitung. Die Montage sollte von einer Person durchgeführt werden, welche die erforderliche Befugnis hat. Alle Tätigkeiten sind bei abgeschalteter Energieversorgung durchzuführen. Seien Sie besonders vorsichtig. Montageschema: s. Zeichnungen. Die maximale Belastung des Sensors nicht überschreiten: s. Zeichnungen. Vor der Inbetriebnahme muss die ordnungsgemäße mechanische Befestigung und der elektrische Anschluss geprüft werden. Das Produkt kann an ein Elektrizitätsnetz angeschlossen werden, das die gesetzlich festgelegten Energiestandards erfüllt. — [111, 1315, 430, 1376]
section-heading: UWAGI / WSKAZÓWKI — [1473, 1042, 1548, 1051]
body-text: las normas aprobadas en el territorio de la Unión Aduanera. — [791, 116, 977, 123]
body-text: Med förbehåll för tekniska förändringar. Läs igenom bruksanvisningen före montering. Montering ska utföras av behörig person. Alla handlingar ska utföras med spänningen avslagen. Iaktta särskild försiktighet. Monteringsschema: se illustrationer. Överskrid inte mottagarens maximala belastningseffekt: se illustrationer. Kontrollera före första användning att den mekaniska infästningen och den elektriska anslutningen har utförts på ett korrekt sätt. Produkten får kopplas till ett matningsnät som uppfyller de i lag angivna standarderna för elkvalitet. — [1132, 526, 1451, 579]
bulb-watts: 500W — [193, 472, 213, 480]
section-heading: POZNÁMKY / POKYNY — [1814, 772, 1890, 781]
body-text: P7: Microdistancia entre los contactos del conmutador. — [451, 1202, 622, 1210]
section-heading: ANVENDELSES - OG BRUKSOMRÅDER — [1473, 226, 1607, 235]
body-text: Dodatkowe informacje na temat produktów marki Kanlux dostępne są na: www.kanlux.com — [1473, 1078, 1755, 1087]
fold-mark-left: FOLD — [58, 826, 84, 837]
body-text: P6: Utiliser uniquement à l'intérieur des locaux. — [451, 702, 598, 711]
